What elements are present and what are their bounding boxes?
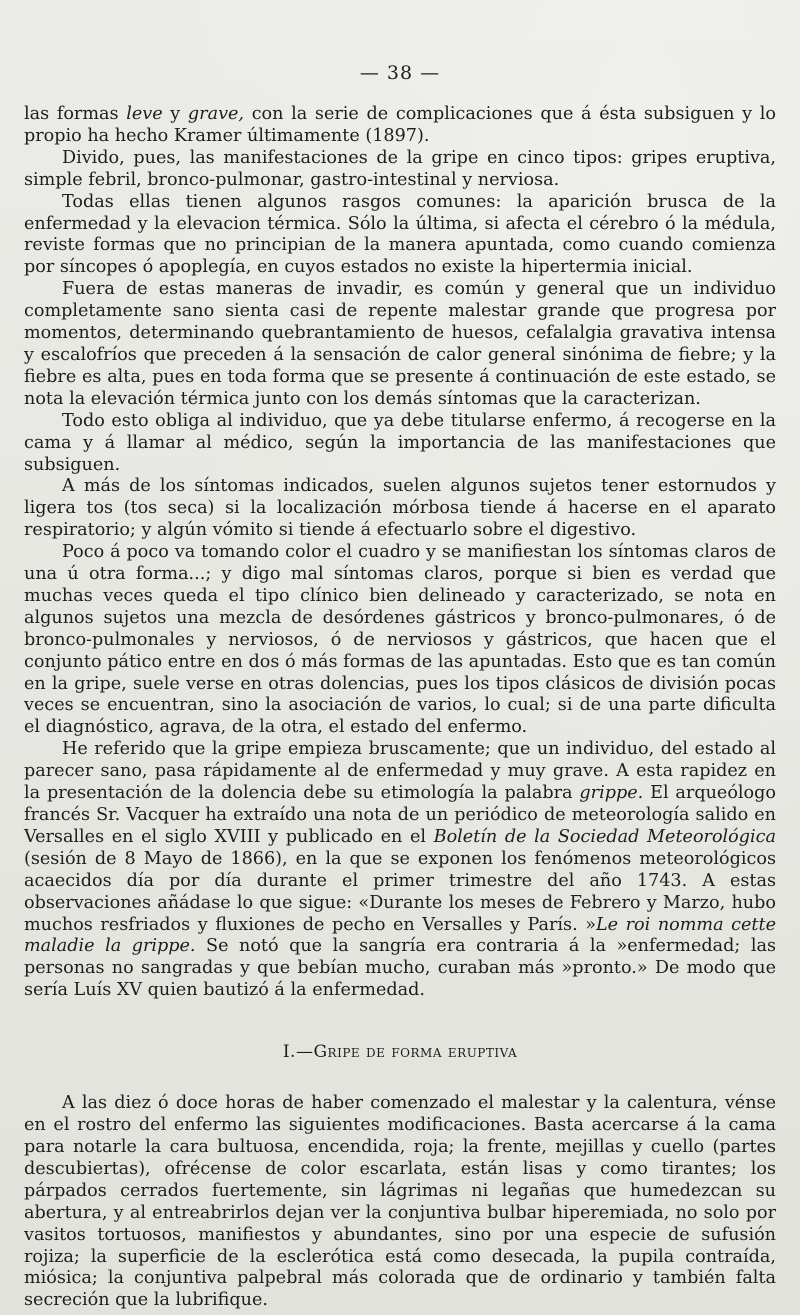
text-run: Todas ellas tienen algunos rasgos comunes: la aparición brusca de la enfermedad y la elevacion térmica. Sólo la última, si afecta el cérebro ó la médula, reviste formas que no principian de la manera apuntada, como cuando comienza por síncopes ó apoplegía, en cuyos estados no existe la hipertermia inicial. xyxy=(24,191,776,278)
body-text xyxy=(24,104,776,1002)
page-number: — 38 — xyxy=(359,62,441,84)
paragraph xyxy=(24,411,776,477)
paragraph xyxy=(24,279,776,410)
text-run: A las diez ó doce horas de haber comenzado el malestar y la calentura, vénse en el rostro del enfermo las siguientes modificaciones. Basta acercarse á la cama para notarle la cara bultuosa, encendida, roja; la frente, mejillas y cuello (partes descubiertas), ofrécense de color escarlata, están lisas y como tirantes; los párpados cerrados fuertemente, sin lágrimas ni legañas que humedezcan su abertura, y al entreabrirlos dejan ver la conjuntiva bulbar hiperemiada, no solo por vasitos tortuosos, manifiestos y abundantes, sino por una especie de sufusión rojiza; la superficie de la esclerótica está como desecada, la pupila contraída, miósica; la conjuntiva palpebral más colorada que de ordinario y también falta secreción que la lubrifique. xyxy=(24,1093,776,1311)
text-run: Todo esto obliga al individuo, que ya debe titularse enfermo, á recogerse en la cama y á llamar al médico, según la importancia de las manifestaciones que subsiguen. xyxy=(24,410,776,475)
text-run: A más de los síntomas indicados, suelen algunos sujetos tener estornudos y ligera tos (tos seca) si la localización mórbosa tiende á hacerse en el aparato respiratorio; y algún vómito si tiende á efectuarlo sobre el digestivo. xyxy=(24,476,776,541)
paragraph xyxy=(24,148,776,192)
text-run: He referido que la gripe empieza bruscamente; que un individuo, del estado al parecer sano, pasa rápidamente al de enfermedad y muy grave. A esta rapidez en la presentación de la dolencia debe su etimología la palabra xyxy=(24,739,776,804)
paragraph xyxy=(24,104,776,148)
italic-text: grave, xyxy=(187,104,245,124)
text-run: las formas xyxy=(24,104,127,124)
section-title: Gripe de forma eruptiva xyxy=(313,1042,518,1063)
text-run: Fuera de estas maneras de invadir, es común y general que un individuo completamente sano sienta casi de repente malestar grande que progresa por momentos, determinando quebrantamiento de huesos, cefalalgia gravativa intensa y escalofríos que preceden á la sensación de calor general sinónima de fiebre; y la fiebre es alta, pues en toda forma que se presente á continuación de este estado, se nota la elevación térmica junto con los demás síntomas que la caracterizan. xyxy=(24,279,776,409)
text-run: con la serie de complicaciones que á ésta subsiguen y lo propio ha hecho Kramer últimamente (1897). xyxy=(24,104,777,146)
italic-text: grippe. xyxy=(579,783,644,804)
paragraph xyxy=(24,1093,776,1312)
text-run: (sesión de 8 Mayo de 1866), en la que se exponen los fenómenos meteorológicos acaecidos día por día durante el primer trimestre del año 1743. A estas observaciones añádase lo que sigue: «Durante los meses de Febrero y Marzo, hubo muchos resfriados y fluxiones de pecho en Versalles y París. » xyxy=(24,848,776,935)
section-text xyxy=(24,1093,776,1312)
paragraph xyxy=(24,476,776,542)
section-numeral: I.— xyxy=(282,1042,314,1063)
paragraph xyxy=(24,739,776,1002)
text-run: Divido, pues, las manifestaciones de la gripe en cinco tipos: gripes eruptiva, simple febril, bronco-pulmonar, gastro-intestinal y nerviosa. xyxy=(24,147,776,190)
text-run: y xyxy=(162,104,188,124)
text-run: Se notó que la sangría era contraria á la »enfermedad; las personas no sangradas y que bebían mucho, curaban más »pronto.» De modo que sería Luís XV quien bautizó á la enfermedad. xyxy=(24,936,776,1001)
paragraph xyxy=(24,542,776,739)
italic-text: leve xyxy=(126,104,163,124)
italic-text: Boletín de la Sociedad Meteorológica xyxy=(433,826,776,847)
paragraph xyxy=(24,192,776,280)
section-heading xyxy=(24,1042,776,1066)
text-run: El arqueólogo francés Sr. Vacquer ha extraído una nota de un periódico de meteorología salido en Versalles en el siglo XVIII y publicado en el xyxy=(24,783,776,847)
italic-text: Le roi nomma cette maladie la grippe. xyxy=(24,914,776,957)
text-run: Poco á poco va tomando color el cuadro y se manifiestan los síntomas claros de una ú otra forma...; y digo mal síntomas claros, porque si bien es verdad que muchas veces queda el tipo clínico bien delineado y caracterizado, se nota en algunos sujetos una mezcla de desórdenes gástricos y bronco-pulmonares, ó de bronco-pulmonales y nerviosos, ó de nerviosos y gástricos, que hacen que el conjunto pático entre en dos ó más formas de las apuntadas. Esto que es tan común en la gripe, suele verse en otras dolencias, pues los tipos clásicos de división pocas veces se encuentran, sino la asociación de varios, lo cual; si de una parte dificulta el diagnóstico, agrava, de la otra, el estado del enfermo. xyxy=(24,542,776,738)
